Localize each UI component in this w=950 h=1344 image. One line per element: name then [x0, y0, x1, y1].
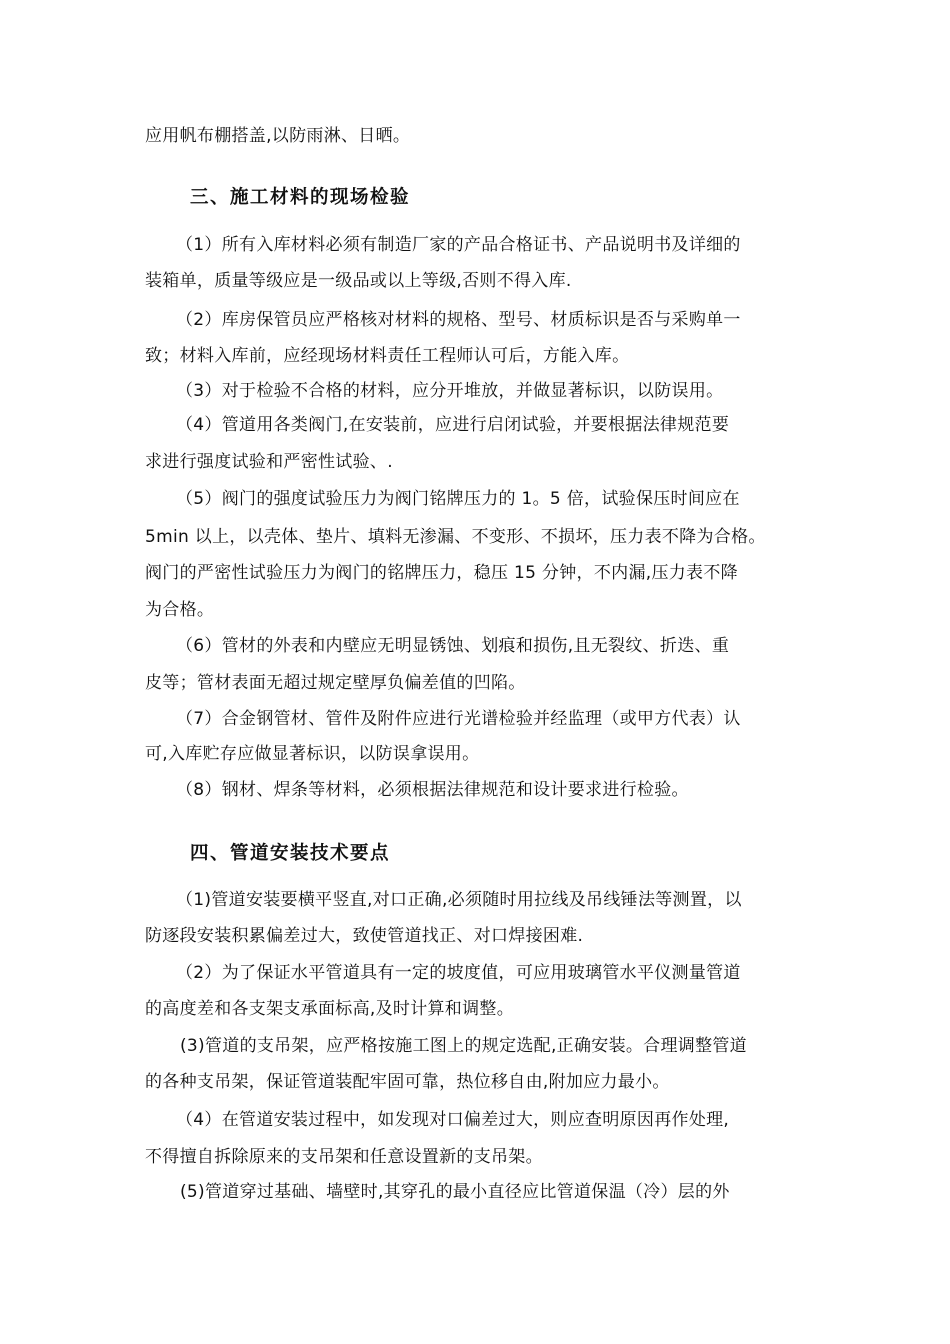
paragraph-line: 求进行强度试验和严密性试验、. — [145, 452, 393, 472]
paragraph-line: （7）合金钢管材、管件及附件应进行光谱检验并经监理（或甲方代表）认 — [176, 709, 741, 729]
paragraph-line: （8）钢材、焊条等材料，必须根据法律规范和设计要求进行检验。 — [176, 780, 689, 800]
section-heading-3: 三、施工材料的现场检验 — [190, 187, 411, 208]
paragraph-line: （1)管道安装要横平竖直,对口正确,必须随时用拉线及吊线锤法等测置，以 — [176, 890, 742, 910]
paragraph-line: (3)管道的支吊架，应严格按施工图上的规定选配,正确安装。合理调整管道 — [180, 1036, 747, 1056]
paragraph-line: （4）在管道安装过程中，如发现对口偏差过大，则应查明原因再作处理, — [176, 1110, 730, 1130]
paragraph-line: 的高度差和各支架支承面标高,及时计算和调整。 — [145, 999, 515, 1019]
paragraph-line: 不得擅自拆除原来的支吊架和任意设置新的支吊架。 — [145, 1147, 543, 1167]
paragraph-line: （4）管道用各类阀门,在安装前，应进行启闭试验，并要根据法律规范要 — [176, 415, 730, 435]
paragraph-line: 装箱单，质量等级应是一级品或以上等级,否则不得入库. — [145, 271, 572, 291]
paragraph-line: 阀门的严密性试验压力为阀门的铭牌压力，稳压 15 分钟，不内漏,压力表不降 — [145, 563, 738, 583]
paragraph-line: (5)管道穿过基础、墙壁时,其穿孔的最小直径应比管道保温（冷）层的外 — [180, 1182, 730, 1202]
section-heading-4: 四、管道安装技术要点 — [190, 843, 391, 864]
paragraph-line: （6）管材的外表和内壁应无明显锈蚀、划痕和损伤,且无裂纹、折迭、重 — [176, 636, 730, 656]
paragraph-line: 的各种支吊架，保证管道装配牢固可靠，热位移自由,附加应力最小。 — [145, 1072, 670, 1092]
paragraph-line: （3）对于检验不合格的材料，应分开堆放，并做显著标识，以防误用。 — [176, 381, 724, 401]
paragraph-line: 5min 以上，以壳体、垫片、填料无渗漏、不变形、不损坏，压力表不降为合格。 — [145, 527, 766, 547]
paragraph-line: （5）阀门的强度试验压力为阀门铭牌压力的 1。5 倍，试验保压时间应在 — [176, 489, 740, 509]
paragraph-line: 可,入库贮存应做显著标识，以防误拿误用。 — [145, 744, 480, 764]
paragraph-line: 为合格。 — [145, 600, 215, 620]
paragraph-line: （2）为了保证水平管道具有一定的坡度值，可应用玻璃管水平仪测量管道 — [176, 963, 741, 983]
paragraph-line: 防逐段安装积累偏差过大，致使管道找正、对口焊接困难. — [145, 926, 584, 946]
paragraph-line: 致；材料入库前，应经现场材料责任工程师认可后，方能入库。 — [145, 346, 630, 366]
paragraph-line: 应用帆布棚搭盖,以防雨淋、日晒。 — [145, 126, 411, 146]
paragraph-line: 皮等；管材表面无超过规定壁厚负偏差值的凹陷。 — [145, 673, 526, 693]
paragraph-line: （2）库房保管员应严格核对材料的规格、型号、材质标识是否与采购单一 — [176, 310, 741, 330]
paragraph-line: （1）所有入库材料必须有制造厂家的产品合格证书、产品说明书及详细的 — [176, 235, 741, 255]
